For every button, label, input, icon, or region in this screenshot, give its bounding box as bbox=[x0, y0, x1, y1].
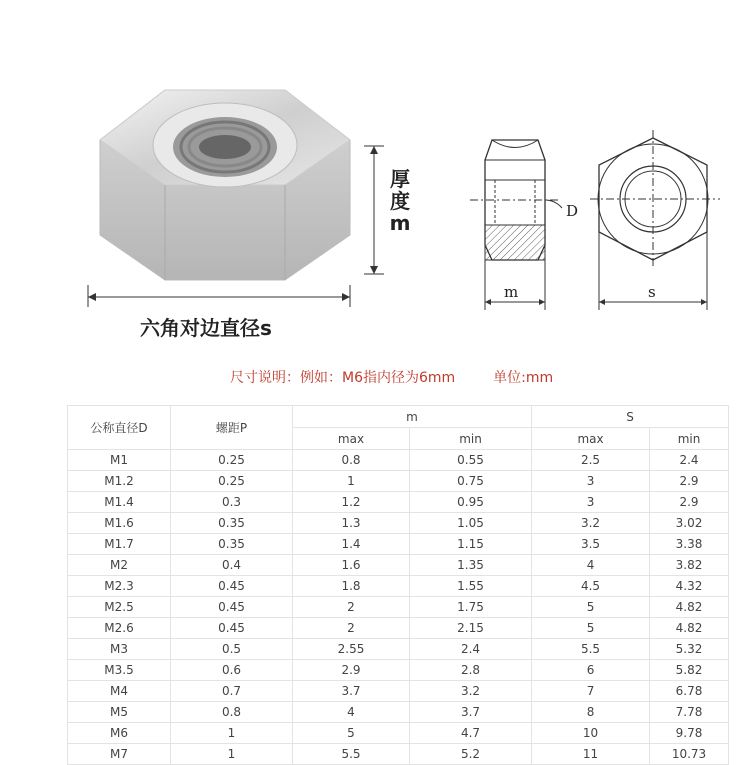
cell-m-min: 0.55 bbox=[410, 450, 532, 471]
table-row bbox=[68, 744, 729, 765]
thickness-label: 厚 度 m bbox=[389, 167, 411, 235]
cell-m-min: 4.7 bbox=[410, 723, 532, 744]
cell-pitch: 0.8 bbox=[171, 702, 293, 723]
cell-s-min: 5.32 bbox=[650, 639, 729, 660]
table-row bbox=[68, 597, 729, 618]
cell-s-max: 2.5 bbox=[532, 450, 650, 471]
cell-s-min: 6.78 bbox=[650, 681, 729, 702]
cell-m-max: 2.9 bbox=[293, 660, 410, 681]
cell-m-max: 1.4 bbox=[293, 534, 410, 555]
cell-s-min: 2.9 bbox=[650, 471, 729, 492]
table-row bbox=[68, 450, 729, 471]
table-row bbox=[68, 576, 729, 597]
cell-m-min: 1.05 bbox=[410, 513, 532, 534]
cell-m-max: 0.8 bbox=[293, 450, 410, 471]
cell-s-min: 2.9 bbox=[650, 492, 729, 513]
cell-nominal: M7 bbox=[68, 744, 171, 765]
cell-m-min: 0.75 bbox=[410, 471, 532, 492]
cell-pitch: 0.3 bbox=[171, 492, 293, 513]
cell-nominal: M1.4 bbox=[68, 492, 171, 513]
table-row bbox=[68, 702, 729, 723]
table-row bbox=[68, 555, 729, 576]
table-row bbox=[68, 681, 729, 702]
cell-s-min: 7.78 bbox=[650, 702, 729, 723]
cell-nominal: M1.6 bbox=[68, 513, 171, 534]
cell-m-min: 3.2 bbox=[410, 681, 532, 702]
cell-pitch: 1 bbox=[171, 744, 293, 765]
cell-nominal: M6 bbox=[68, 723, 171, 744]
table-row bbox=[68, 471, 729, 492]
cell-m-min: 1.75 bbox=[410, 597, 532, 618]
header-s-max: max bbox=[532, 428, 650, 450]
cell-s-min: 4.82 bbox=[650, 597, 729, 618]
cell-m-max: 4 bbox=[293, 702, 410, 723]
cell-s-max: 6 bbox=[532, 660, 650, 681]
cell-s-min: 3.38 bbox=[650, 534, 729, 555]
cell-m-min: 0.95 bbox=[410, 492, 532, 513]
cell-pitch: 0.4 bbox=[171, 555, 293, 576]
cell-s-max: 3 bbox=[532, 471, 650, 492]
cell-s-max: 7 bbox=[532, 681, 650, 702]
cell-m-max: 2.55 bbox=[293, 639, 410, 660]
cell-m-min: 2.8 bbox=[410, 660, 532, 681]
cell-m-max: 1.3 bbox=[293, 513, 410, 534]
size-note-text: 尺寸说明：例如：M6指内径为6mm bbox=[230, 370, 456, 386]
table-row bbox=[68, 534, 729, 555]
cell-s-min: 3.82 bbox=[650, 555, 729, 576]
cell-m-min: 3.7 bbox=[410, 702, 532, 723]
size-note bbox=[230, 367, 553, 387]
cell-s-min: 4.32 bbox=[650, 576, 729, 597]
cell-pitch: 0.6 bbox=[171, 660, 293, 681]
cell-nominal: M1.7 bbox=[68, 534, 171, 555]
header-m: m bbox=[293, 406, 532, 428]
cell-nominal: M3.5 bbox=[68, 660, 171, 681]
cell-pitch: 0.7 bbox=[171, 681, 293, 702]
cell-pitch: 0.25 bbox=[171, 471, 293, 492]
header-nominal: 公称直径D bbox=[68, 406, 171, 450]
cell-m-max: 1.8 bbox=[293, 576, 410, 597]
cell-s-min: 10.73 bbox=[650, 744, 729, 765]
diameter-d-label: D bbox=[566, 202, 579, 220]
cell-m-min: 5.2 bbox=[410, 744, 532, 765]
cell-nominal: M5 bbox=[68, 702, 171, 723]
table-body bbox=[68, 450, 729, 765]
hex-nut-photo bbox=[70, 85, 370, 310]
cell-m-min: 1.55 bbox=[410, 576, 532, 597]
thickness-dimension-line bbox=[362, 140, 386, 280]
cell-pitch: 0.35 bbox=[171, 513, 293, 534]
cell-pitch: 0.25 bbox=[171, 450, 293, 471]
cell-m-min: 2.15 bbox=[410, 618, 532, 639]
cell-s-max: 5.5 bbox=[532, 639, 650, 660]
cell-pitch: 0.45 bbox=[171, 618, 293, 639]
thickness-m-label: m bbox=[504, 283, 519, 301]
cell-pitch: 0.45 bbox=[171, 576, 293, 597]
cell-s-max: 3.2 bbox=[532, 513, 650, 534]
cell-nominal: M4 bbox=[68, 681, 171, 702]
cell-s-max: 3 bbox=[532, 492, 650, 513]
cell-nominal: M2 bbox=[68, 555, 171, 576]
cell-nominal: M2.6 bbox=[68, 618, 171, 639]
cell-s-min: 3.02 bbox=[650, 513, 729, 534]
cell-nominal: M2.3 bbox=[68, 576, 171, 597]
across-flats-label: 六角对边直径s bbox=[140, 316, 272, 340]
table-row bbox=[68, 723, 729, 744]
cell-s-max: 3.5 bbox=[532, 534, 650, 555]
cell-m-max: 2 bbox=[293, 597, 410, 618]
header-s: S bbox=[532, 406, 729, 428]
cell-nominal: M3 bbox=[68, 639, 171, 660]
dimension-table bbox=[67, 405, 729, 765]
across-flats-s-label: s bbox=[648, 283, 656, 301]
cell-m-max: 5 bbox=[293, 723, 410, 744]
cell-s-min: 4.82 bbox=[650, 618, 729, 639]
cell-pitch: 0.45 bbox=[171, 597, 293, 618]
cell-s-max: 4 bbox=[532, 555, 650, 576]
table-row bbox=[68, 513, 729, 534]
header-m-max: max bbox=[293, 428, 410, 450]
header-pitch: 螺距P bbox=[171, 406, 293, 450]
cell-m-min: 1.35 bbox=[410, 555, 532, 576]
cell-m-max: 2 bbox=[293, 618, 410, 639]
cell-nominal: M1.2 bbox=[68, 471, 171, 492]
cell-m-min: 1.15 bbox=[410, 534, 532, 555]
cell-s-min: 5.82 bbox=[650, 660, 729, 681]
cell-pitch: 0.35 bbox=[171, 534, 293, 555]
cell-s-max: 11 bbox=[532, 744, 650, 765]
cell-m-max: 1 bbox=[293, 471, 410, 492]
header-m-min: min bbox=[410, 428, 532, 450]
cell-m-min: 2.4 bbox=[410, 639, 532, 660]
cell-m-max: 5.5 bbox=[293, 744, 410, 765]
cell-m-max: 3.7 bbox=[293, 681, 410, 702]
cell-s-max: 5 bbox=[532, 618, 650, 639]
table-row bbox=[68, 639, 729, 660]
header-s-min: min bbox=[650, 428, 729, 450]
cell-s-max: 8 bbox=[532, 702, 650, 723]
front-view-drawing bbox=[590, 120, 730, 310]
cell-s-max: 4.5 bbox=[532, 576, 650, 597]
cell-nominal: M1 bbox=[68, 450, 171, 471]
cell-s-max: 10 bbox=[532, 723, 650, 744]
cell-pitch: 1 bbox=[171, 723, 293, 744]
cell-pitch: 0.5 bbox=[171, 639, 293, 660]
cell-m-max: 1.6 bbox=[293, 555, 410, 576]
table-row bbox=[68, 618, 729, 639]
cell-s-max: 5 bbox=[532, 597, 650, 618]
table-row bbox=[68, 492, 729, 513]
cell-s-min: 9.78 bbox=[650, 723, 729, 744]
table-row bbox=[68, 660, 729, 681]
cell-m-max: 1.2 bbox=[293, 492, 410, 513]
cell-s-min: 2.4 bbox=[650, 450, 729, 471]
cell-nominal: M2.5 bbox=[68, 597, 171, 618]
unit-note: 单位:mm bbox=[493, 370, 554, 386]
